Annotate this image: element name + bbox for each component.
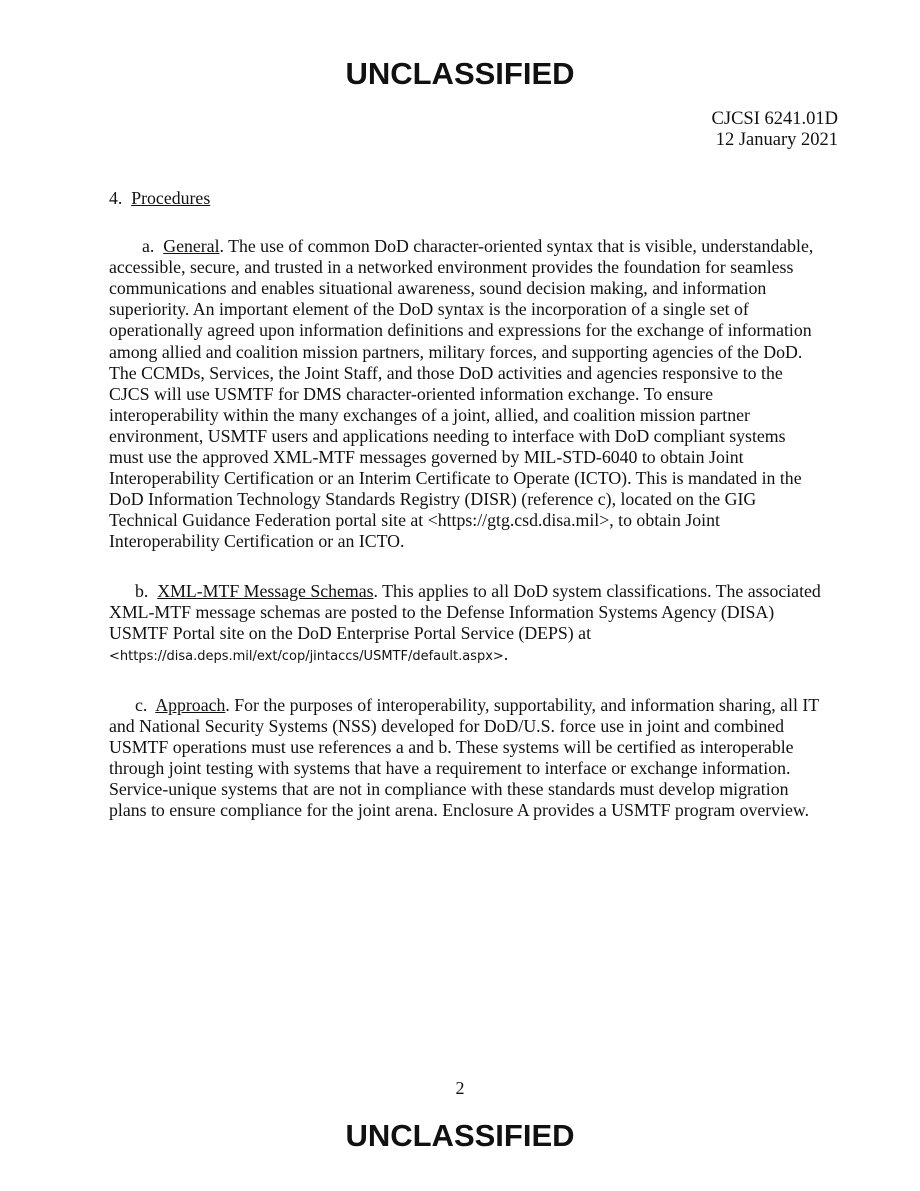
- paragraph-c-text: . For the purposes of interoperability, supportability, and information sharing, all IT and National Security Systems (NSS) developed for DoD/U.S. force use in joint and combined USMTF operations must use references a and b. These systems will be certified as interoperable through joint testing with systems that have a requirement to interface or exchange information. Service-unique systems that are not in compliance with these standards must develop migration plans to ensure compliance for the joint arena. Enclosure A provides a USMTF program overview.: [109, 694, 819, 821]
- paragraph-c: [109, 695, 824, 822]
- section-title: Procedures: [131, 188, 211, 208]
- document-identifier: [712, 109, 838, 151]
- paragraph-b-text: . This applies to all DoD system classifications. The associated XML-MTF message schemas are posted to the Defense Information Systems Agency (DISA) USMTF Portal site on the DoD Enterprise Portal Service (DEPS) at: [109, 580, 821, 643]
- doc-number: CJCSI 6241.01D: [711, 109, 838, 129]
- section-heading: [109, 188, 824, 209]
- paragraph-c-title: Approach: [155, 694, 226, 715]
- paragraph-b-title: XML-MTF Message Schemas: [157, 580, 374, 601]
- paragraph-b: [109, 581, 824, 667]
- section-number: 4.: [109, 188, 123, 208]
- paragraph-b-label: b.: [135, 580, 149, 601]
- classification-banner-top: UNCLASSIFIED: [345, 56, 575, 91]
- document-body: [109, 188, 824, 849]
- paragraph-a-label: a.: [142, 236, 155, 257]
- paragraph-c-label: c.: [135, 694, 148, 715]
- page-number: 2: [455, 1078, 465, 1098]
- paragraph-a: [109, 236, 824, 552]
- paragraph-a-text: . The use of common DoD character-oriented syntax that is visible, understandable, accessible, secure, and trusted in a networked environment provides the foundation for seamless communications and enables situational awareness, sound decision making, and information superiority. An important element of the DoD syntax is the incorporation of a single set of operationally agreed upon information definitions and expressions for the exchange of information among allied and coalition mission partners, military forces, and supporting agencies of the DoD. The CCMDs, Services, the Joint Staff, and those DoD activities and agencies responsive to the CJCS will use USMTF for DMS character-oriented information exchange. To ensure interoperability within the many exchanges of a joint, allied, and coalition mission partner environment, USMTF users and applications needing to interface with DoD compliant systems must use the approved XML-MTF messages governed by MIL-STD-6040 to obtain Joint Interoperability Certification or an Interim Certificate to Operate (ICTO). This is mandated in the DoD Information Technology Standards Registry (DISR) (reference c), located on the GIG Technical Guidance Federation portal site at <https://gtg.csd.disa.mil>, to obtain Joint Interoperability Certification or an ICTO.: [109, 236, 814, 552]
- deps-portal-link[interactable]: <https://disa.deps.mil/ext/cop/jintaccs/USMTF/default.aspx>: [109, 648, 504, 664]
- paragraph-b-end: .: [503, 643, 509, 664]
- classification-banner-bottom: UNCLASSIFIED: [345, 1118, 575, 1153]
- doc-date: 12 January 2021: [715, 130, 838, 150]
- paragraph-a-title: General: [163, 236, 220, 257]
